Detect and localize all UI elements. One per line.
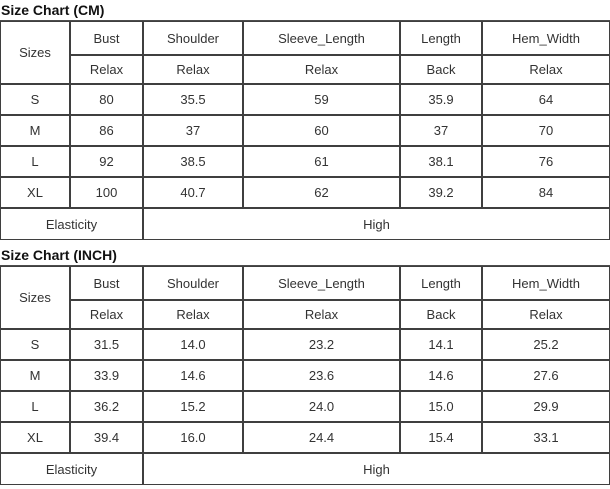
subheader-hem-width: Relax bbox=[482, 300, 610, 329]
value-cell: 38.5 bbox=[143, 146, 243, 177]
sizes-header-cell: Sizes bbox=[0, 21, 70, 84]
value-cell: 76 bbox=[482, 146, 610, 177]
column-header-sleeve-length: Sleeve_Length bbox=[243, 266, 400, 300]
size-cell: S bbox=[0, 329, 70, 360]
value-cell: 16.0 bbox=[143, 422, 243, 453]
subheader-bust: Relax bbox=[70, 300, 143, 329]
value-cell: 25.2 bbox=[482, 329, 610, 360]
value-cell: 15.4 bbox=[400, 422, 482, 453]
subheader-row bbox=[0, 300, 610, 329]
column-header-shoulder: Shoulder bbox=[143, 266, 243, 300]
value-cell: 59 bbox=[243, 84, 400, 115]
value-cell: 36.2 bbox=[70, 391, 143, 422]
elasticity-row bbox=[0, 208, 610, 240]
value-cell: 60 bbox=[243, 115, 400, 146]
subheader-hem-width: Relax bbox=[482, 55, 610, 84]
size-chart-inch-section bbox=[0, 245, 610, 485]
value-cell: 33.9 bbox=[70, 360, 143, 391]
column-header-shoulder: Shoulder bbox=[143, 21, 243, 55]
sizes-header-cell: Sizes bbox=[0, 266, 70, 329]
subheader-bust: Relax bbox=[70, 55, 143, 84]
header-row bbox=[0, 21, 610, 55]
subheader-shoulder: Relax bbox=[143, 300, 243, 329]
size-cell: M bbox=[0, 360, 70, 391]
value-cell: 35.9 bbox=[400, 84, 482, 115]
header-row bbox=[0, 266, 610, 300]
size-cell: L bbox=[0, 391, 70, 422]
table-row-s bbox=[0, 329, 610, 360]
value-cell: 29.9 bbox=[482, 391, 610, 422]
size-chart-inch-title: Size Chart (INCH) bbox=[0, 245, 610, 266]
value-cell: 23.6 bbox=[243, 360, 400, 391]
table-row-xl bbox=[0, 422, 610, 453]
subheader-length: Back bbox=[400, 55, 482, 84]
value-cell: 37 bbox=[400, 115, 482, 146]
column-header-hem-width: Hem_Width bbox=[482, 21, 610, 55]
table-row-l bbox=[0, 391, 610, 422]
value-cell: 64 bbox=[482, 84, 610, 115]
subheader-row bbox=[0, 55, 610, 84]
column-header-bust: Bust bbox=[70, 266, 143, 300]
value-cell: 14.0 bbox=[143, 329, 243, 360]
size-cell: XL bbox=[0, 177, 70, 208]
size-cell: S bbox=[0, 84, 70, 115]
size-cell: M bbox=[0, 115, 70, 146]
table-row-m bbox=[0, 360, 610, 391]
elasticity-label-cell: Elasticity bbox=[0, 453, 143, 485]
elasticity-label-cell: Elasticity bbox=[0, 208, 143, 240]
value-cell: 35.5 bbox=[143, 84, 243, 115]
subheader-shoulder: Relax bbox=[143, 55, 243, 84]
value-cell: 24.4 bbox=[243, 422, 400, 453]
size-chart-cm-title: Size Chart (CM) bbox=[0, 0, 610, 21]
column-header-sleeve-length: Sleeve_Length bbox=[243, 21, 400, 55]
elasticity-value-cell: High bbox=[143, 208, 610, 240]
value-cell: 14.1 bbox=[400, 329, 482, 360]
value-cell: 39.2 bbox=[400, 177, 482, 208]
table-row-l bbox=[0, 146, 610, 177]
size-chart-cm-section bbox=[0, 0, 610, 240]
column-header-length: Length bbox=[400, 266, 482, 300]
subheader-sleeve-length: Relax bbox=[243, 300, 400, 329]
value-cell: 24.0 bbox=[243, 391, 400, 422]
elasticity-row bbox=[0, 453, 610, 485]
table-row-xl bbox=[0, 177, 610, 208]
value-cell: 39.4 bbox=[70, 422, 143, 453]
value-cell: 15.0 bbox=[400, 391, 482, 422]
subheader-length: Back bbox=[400, 300, 482, 329]
size-chart-cm-table bbox=[0, 21, 610, 240]
value-cell: 40.7 bbox=[143, 177, 243, 208]
value-cell: 14.6 bbox=[143, 360, 243, 391]
table-row-s bbox=[0, 84, 610, 115]
value-cell: 27.6 bbox=[482, 360, 610, 391]
size-cell: XL bbox=[0, 422, 70, 453]
column-header-length: Length bbox=[400, 21, 482, 55]
value-cell: 70 bbox=[482, 115, 610, 146]
value-cell: 15.2 bbox=[143, 391, 243, 422]
value-cell: 38.1 bbox=[400, 146, 482, 177]
size-cell: L bbox=[0, 146, 70, 177]
value-cell: 80 bbox=[70, 84, 143, 115]
value-cell: 62 bbox=[243, 177, 400, 208]
value-cell: 100 bbox=[70, 177, 143, 208]
value-cell: 31.5 bbox=[70, 329, 143, 360]
value-cell: 61 bbox=[243, 146, 400, 177]
column-header-bust: Bust bbox=[70, 21, 143, 55]
elasticity-value-cell: High bbox=[143, 453, 610, 485]
value-cell: 84 bbox=[482, 177, 610, 208]
value-cell: 37 bbox=[143, 115, 243, 146]
value-cell: 33.1 bbox=[482, 422, 610, 453]
subheader-sleeve-length: Relax bbox=[243, 55, 400, 84]
size-chart-inch-table bbox=[0, 266, 610, 485]
value-cell: 23.2 bbox=[243, 329, 400, 360]
value-cell: 92 bbox=[70, 146, 143, 177]
value-cell: 14.6 bbox=[400, 360, 482, 391]
table-row-m bbox=[0, 115, 610, 146]
value-cell: 86 bbox=[70, 115, 143, 146]
column-header-hem-width: Hem_Width bbox=[482, 266, 610, 300]
